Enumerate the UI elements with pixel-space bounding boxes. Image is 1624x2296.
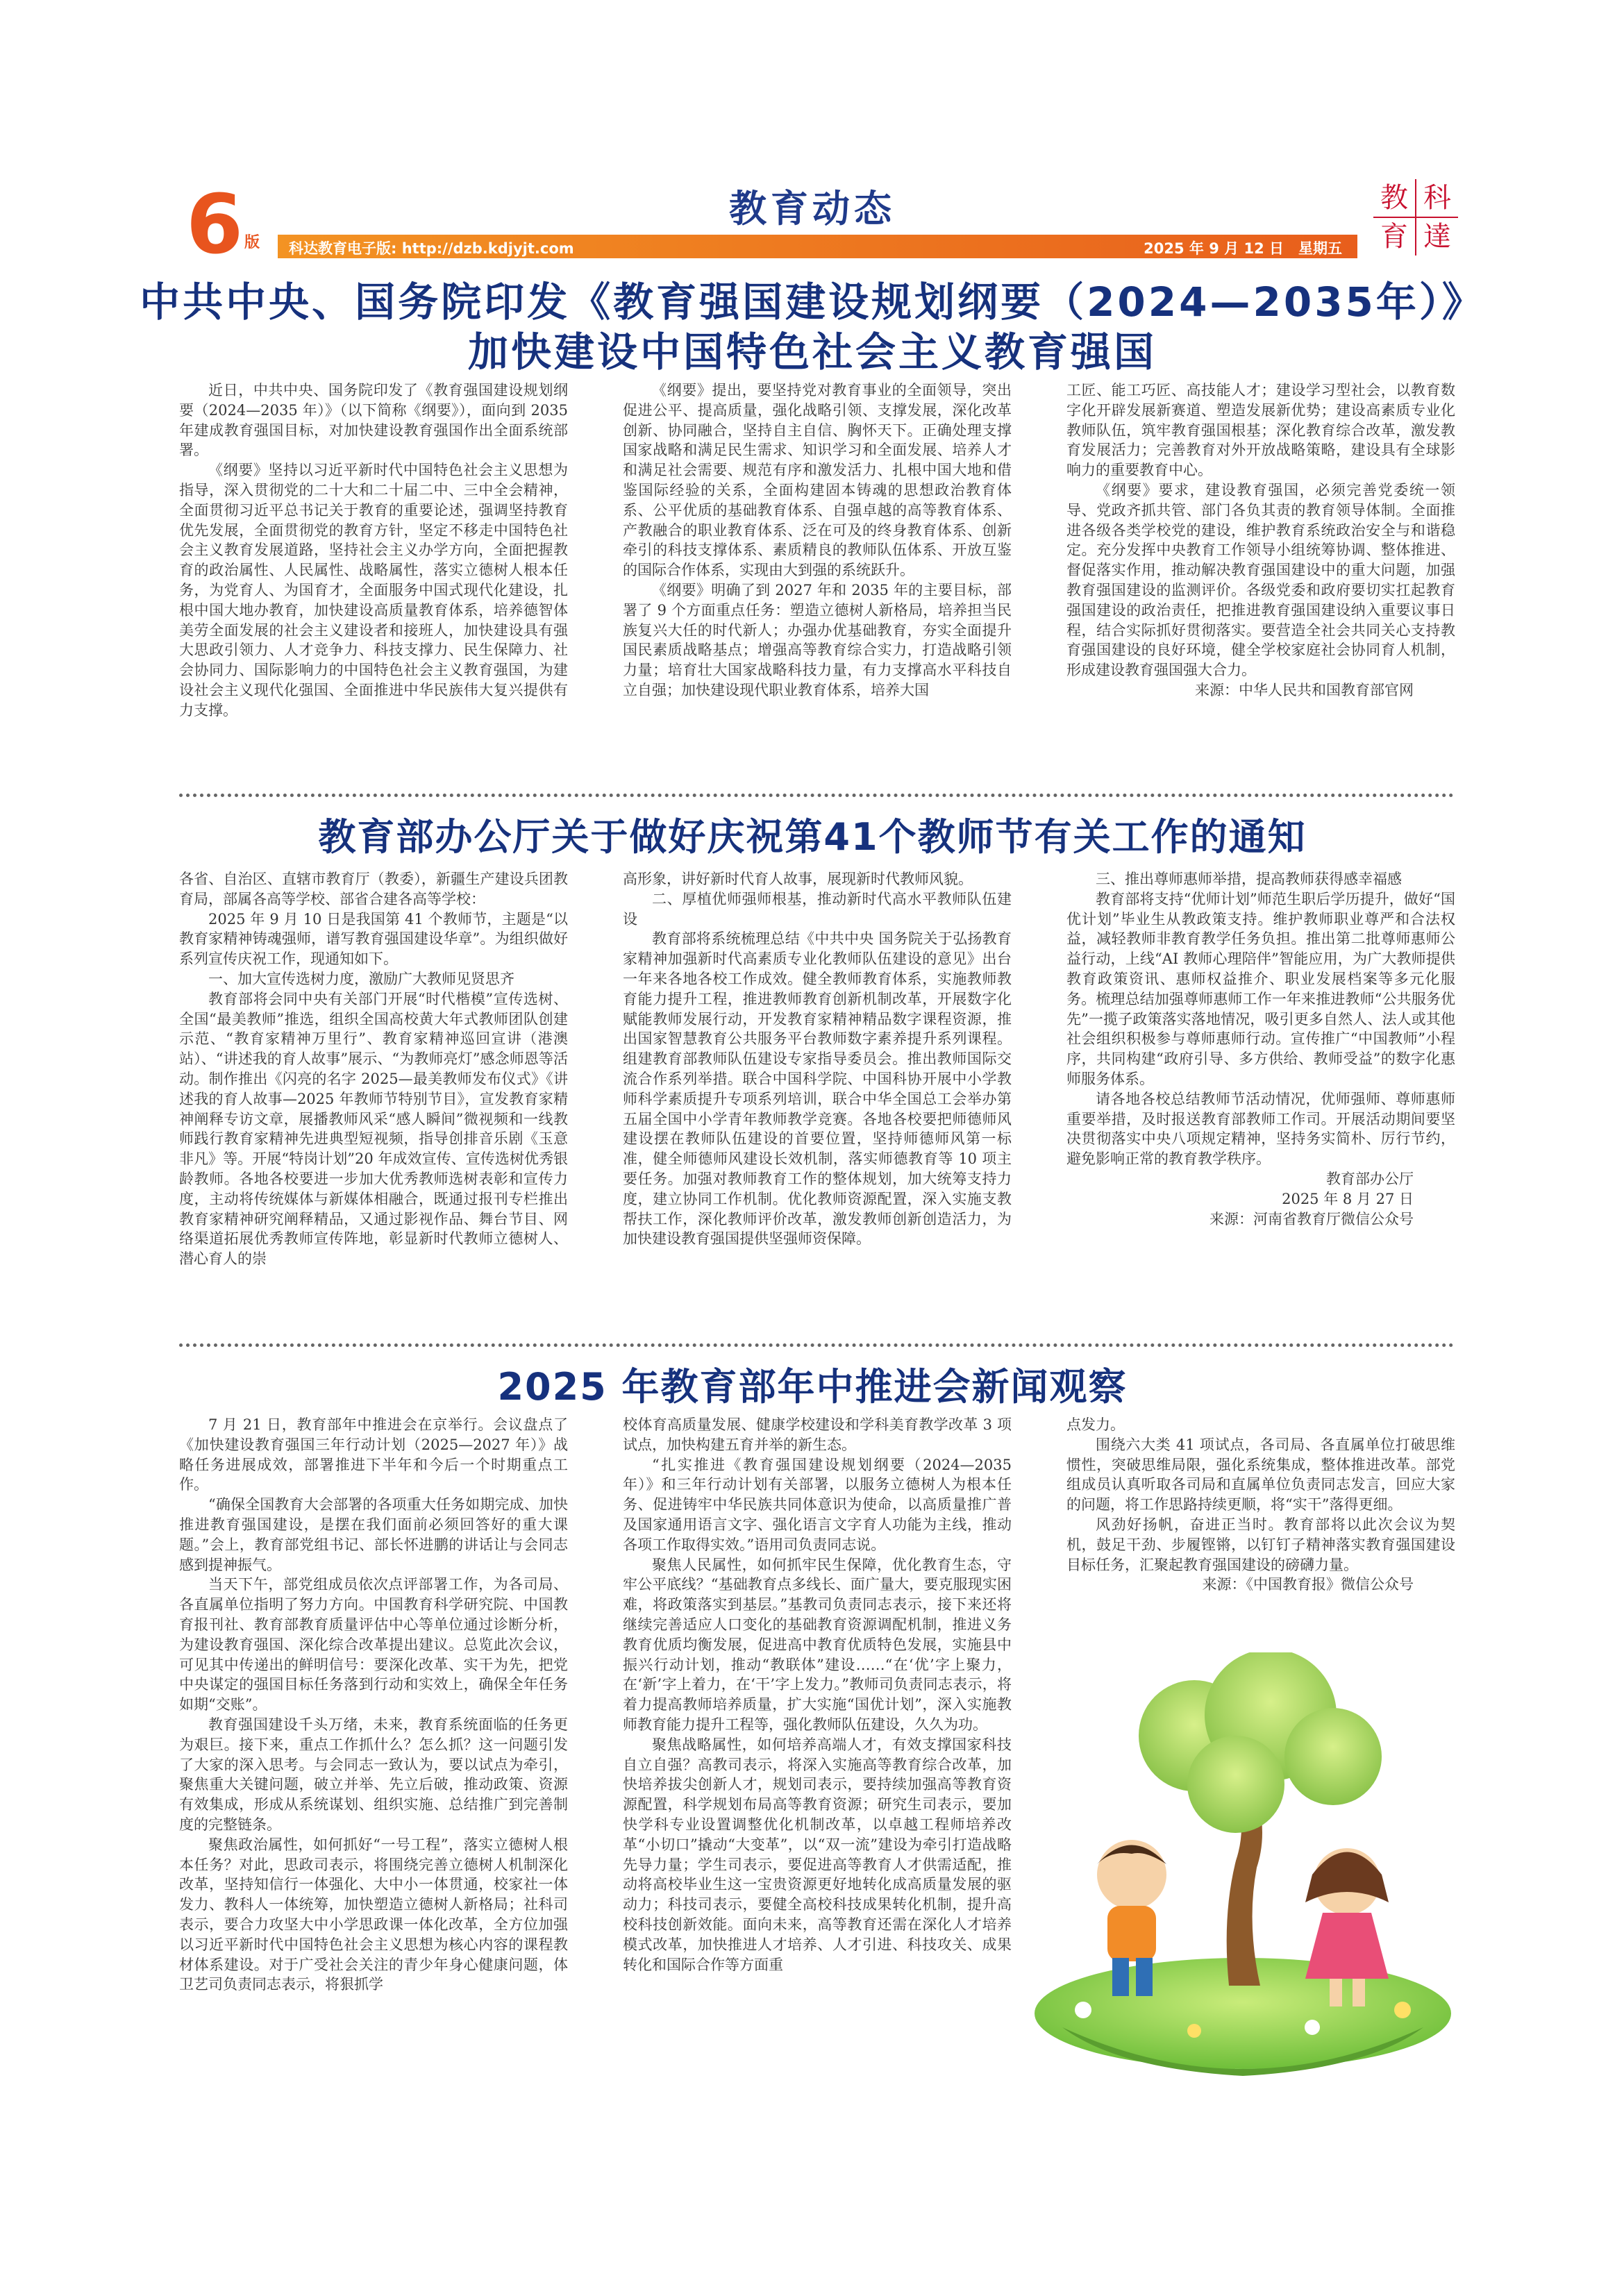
logo-char: 科 xyxy=(1416,179,1458,218)
flower xyxy=(1305,2020,1320,2035)
article1-column-1 xyxy=(179,380,568,787)
paragraph: 教育部将支持“优师计划”师范生职后学历提升，做好“国优计划”毕业生从教政策支持。维护教师职业尊严和合法权益，减轻教师非教育教学任务负担。推出第二批尊师惠师公益行动，上线“AI 教师心理陪伴”智能应用，为广大教师提供教育政策资讯、惠师权益推介、职业发展档案等多元化服务。梳理总结加强尊师惠师工作一年来推进教师“公共服务优先”一揽子政策落实落地情况，吸引更多自然人、法人或其他社会组织积极参与尊师惠师行动。宣传推广“中国教师”小程序，共同构建“政府引导、多方供给、教师受益”的数字化惠师服务体系。 xyxy=(1066,890,1455,1087)
article1-column-3 xyxy=(1066,380,1455,787)
paragraph: 聚焦政治属性，如何抓好“一号工程”，落实立德树人根本任务？对此，思政司表示，将围绕完善立德树人机制深化改革，坚持知信行一体强化、大中小一体贯通，校家社一体发力、教科人一体统筹，加快塑造立德树人新格局；社科司表示，要合力攻坚大中小学思政课一体化改革，全方位加强以习近平新时代中国特色社会主义思想为核心内容的课程教材体系建设。对于广受社会关注的青少年身心健康问题，体卫艺司负责同志表示，将狠抓学 xyxy=(179,1836,568,1993)
paragraph: “确保全国教育大会部署的各项重大任务如期完成、加快推进教育强国建设，是摆在我们面前必须回答好的重大课题。”会上，教育部党组书记、部长怀进鹏的讲话让与会同志感到提神振气。 xyxy=(179,1496,568,1573)
paragraph: 近日，中共中央、国务院印发了《教育强国建设规划纲要（2024—2035 年）》（以下简称《纲要》），面向到 2035 年建成教育强国目标，对加快建设教育强国作出全面系统部署。 xyxy=(179,382,568,459)
article2-date: 2025 年 8 月 27 日 xyxy=(1282,1190,1414,1207)
paragraph: 《纲要》要求，建设教育强国，必须完善党委统一领导、党政齐抓共管、部门各负其责的教育领导体制。全面推进各级各类学校党的建设，维护教育系统政治安全与和谐稳定。充分发挥中央教育工作领导小组统筹协调、整体推进、督促落实作用，推动解决教育强国建设中的重大问题，加强教育强国建设的监测评价。各级党委和政府要切实扛起教育强国建设的政治责任，把推进教育强国建设纳入重要议事日程，结合实际抓好贯彻落实。要营造全社会共同关心支持教育强国建设的良好环境，健全学校家庭社会协同育人机制，形成建设教育强国强大合力。 xyxy=(1066,481,1455,679)
girl-leg xyxy=(1353,1979,1365,2006)
issue-date: 2025 年 9 月 12 日 星期五 xyxy=(1144,240,1342,257)
flower xyxy=(1187,2024,1201,2038)
paragraph: 聚焦人民属性，如何抓牢民生保障，优化教育生态，守牢公平底线？“基础教育点多线长、面广量大，要克服现实困难，将政策落实到基层。”基教司负责同志表示，接下来还将继续完善适应人口变化的基础教育资源调配机制，推进义务教育优质均衡发展，促进高中教育优质特色发展，实施县中振兴行动计划，推动“教联体”建设……“在‘优’字上聚力，在‘新’字上着力，在‘干’字上发力。”教师司负责同志表示，将着力提高教师培养质量，扩大实施“国优计划”，深入实施教师教育能力提升工程等，强化教师队伍建设，久久为功。 xyxy=(623,1556,1012,1733)
tree-foliage xyxy=(1284,1708,1382,1805)
article1-column-2 xyxy=(623,380,1012,787)
paragraph: 工匠、能工巧匠、高技能人才；建设学习型社会，以教育数字化开辟发展新赛道、塑造发展新优势；建设高素质专业化教师队伍，筑牢教育强国根基；深化教育综合改革，激发教育发展活力；完善教育对外开放战略策略，建设具有全球影响力的重要教育中心。 xyxy=(1066,382,1455,479)
paragraph: “扎实推进《教育强国建设规划纲要（2024—2035 年）》和三年行动计划有关部署，以服务立德树人为根本任务、促进铸牢中华民族共同体意识为使命，以高质量推广普及国家通用语言文字、强化语言文字育人功能为主线，推动各项工作取得实效。”语用司负责同志说。 xyxy=(623,1456,1012,1553)
paragraph: 教育强国建设千头万绪，未来，教育系统面临的任务更为艰巨。接下来，重点工作抓什么？怎么抓？这一问题引发了大家的深入思考。与会同志一致认为，要以试点为牵引，聚焦重大关键问题，破立并举、先立后破，推动政策、资源有效集成，形成从系统谋划、组织实施、总结推广到完善制度的完整链条。 xyxy=(179,1716,568,1833)
article2-column-3 xyxy=(1066,869,1455,1338)
paragraph: 7 月 21 日，教育部年中推进会在京举行。会议盘点了《加快建设教育强国三年行动计划（2025—2027 年）》战略任务进展成效，部署推进下半年和今后一个时期重点工作。 xyxy=(179,1416,568,1493)
boy-leg xyxy=(1112,1958,1129,1996)
article2-signature: 教育部办公厅 xyxy=(1326,1170,1414,1187)
article3-column-3 xyxy=(1066,1415,1455,1693)
paragraph: 《纲要》坚持以习近平新时代中国特色社会主义思想为指导，深入贯彻党的二十大和二十届二中、三中全会精神，全面贯彻习近平总书记关于教育的重要论述，强调坚持教育优先发展，全面贯彻党的教育方针，坚定不移走中国特色社会主义教育发展道路，坚持社会主义办学方向，全面把握教育的政治属性、人民属性、战略属性，落实立德树人根本任务，为党育人、为国育才，全面服务中国式现代化建设，扎根中国大地办教育，加快建设高质量教育体系，培养德智体美劳全面发展的社会主义建设者和接班人，加快建设具有强大思政引领力、人才竞争力、科技支撑力、民生保障力、社会协同力、国际影响力的中国特色社会主义教育强国，为建设社会主义现代化强国、全面推进中华民族伟大复兴提供有力支撑。 xyxy=(179,462,568,719)
article3-column-2 xyxy=(623,1415,1012,2206)
paragraph: 高形象，讲好新时代育人故事，展现新时代教师风貌。 xyxy=(623,871,973,887)
girl-leg xyxy=(1330,1979,1342,2006)
paragraph: 请各地各校总结教师节活动情况，优师强师、尊师惠师重要举措，及时报送教育部教师工作司。开展活动期间要坚决贯彻落实中央八项规定精神，坚持务实简朴、厉行节约，避免影响正常的教育教学秩序。 xyxy=(1066,1090,1455,1168)
boy-shirt xyxy=(1107,1906,1156,1961)
logo-char: 達 xyxy=(1423,221,1451,253)
paragraph: 围绕六大类 41 项试点，各司局、各直属单位打破思维惯性，突破思维局限，强化系统集成，整体推进改革。部党组成员认真听取各司局和直属单位负责同志发言，回应大家的问题，将工作思路持续更顺，将“实干”落得更细。 xyxy=(1066,1436,1455,1514)
article2-column-2 xyxy=(623,869,1012,1338)
article3-source: 来源：《中国教育报》微信公众号 xyxy=(1202,1576,1414,1593)
logo-char: 教 xyxy=(1373,179,1416,218)
flower xyxy=(1394,2002,1411,2018)
article1-title-line2: 加快建设中国特色社会主义教育强国 xyxy=(467,328,1157,376)
paragraph: 教育部将会同中央有关部门开展“时代楷模”宣传选树、全国“最美教师”推选，组织全国高校黄大年式教师团队创建示范、“教育家精神万里行”、教育家精神巡回宣讲（港澳站）、“讲述我的育人故事”展示、“为教师亮灯”感念师恩等活动。制作推出《闪亮的名字 2025—最美教师发布仪式》《讲述我的育人故事—2025 年教师节特别节目》，宣发教育家精神阐释专访文章，展播教师风采“感人瞬间”微视频和一线教师践行教育家精神先进典型短视频，指导创排音乐剧《玉意非凡》等。开展“特岗计划”20 年成效宣传、宣传选树优秀银龄教师。各地各校要进一步加大优秀教师选树表彰和宣传力度，主动将传统媒体与新媒体相融合，既通过报刊专栏推出教育家精神研究阐释精品，又通过影视作品、舞台节目、网络渠道拓展优秀教师宣传阵地，彰显新时代教师立德树人、潜心育人的崇 xyxy=(179,990,568,1268)
edition-url[interactable]: 科达教育电子版: http://dzb.kdjyjt.com xyxy=(289,240,574,257)
article1-source: 来源：中华人民共和国教育部官网 xyxy=(1195,681,1414,698)
page-number: 6 xyxy=(186,176,244,272)
paragraph: 校体育高质量发展、健康学校建设和学科美育教学改革 3 项试点，加快构建五育并举的新生态。 xyxy=(623,1416,1012,1453)
paragraph: 点发力。 xyxy=(1066,1416,1125,1433)
paragraph: 教育部将系统梳理总结《中共中央 国务院关于弘扬教育家精神加强新时代高素质专业化教师队伍建设的意见》出台一年来各地各校工作成效。健全教师教育体系，实施教师教育能力提升工程，推进教师教育创新机制改革，开展数字化赋能教师发展行动，开发教育家精神精品数字课程资源，推出国家智慧教育公共服务平台教师数字素养提升系列课程。组建教育部教师队伍建设专家指导委员会。推出教师国际交流合作系列举措。联合中国科学院、中国科协开展中小学教师科学素质提升专项系列培训，联合中华全国总工会举办第五届全国中小学青年教师教学竞赛。各地各校要把师德师风建设摆在教师队伍建设的首要位置，坚持师德师风第一标准，健全师德师风建设长效机制，落实师德教育等 10 项主要任务。加强对教师教育工作的整体规划，加大统筹支持力度，建立协同工作机制。优化教师资源配置，深入实施支教帮扶工作，深化教师评价改革，激发教师创新创造活力，为加快建设教育强国提供坚强师资保障。 xyxy=(623,930,1012,1248)
article2-column-1 xyxy=(179,869,568,1338)
children-tree-illustration xyxy=(1021,1652,1465,2083)
paragraph: 2025 年 9 月 10 日是我国第 41 个教师节，主题是“以教育家精神铸魂强师，谱写教育强国建设华章”。为组织做好系列宣传庆祝工作，现通知如下。 xyxy=(179,910,568,968)
section-heading: 一、加大宣传选树力度，激励广大教师见贤思齐 xyxy=(208,970,514,987)
boy-leg xyxy=(1136,1958,1153,1996)
girl-dress xyxy=(1305,1913,1389,1979)
paragraph: 《纲要》提出，要坚持党对教育事业的全面领导，突出促进公平、提高质量，强化战略引领、支撑发展，深化改革创新、协同融合，坚持自主自信、胸怀天下。正确处理支撑国家战略和满足民生需求、知识学习和全面发展、培养人才和满足社会需要、规范有序和激发活力、扎根中国大地和借鉴国际经验的关系，全面构建固本铸魂的思想政治教育体系、公平优质的基础教育体系、自强卓越的高等教育体系、产教融合的职业教育体系、泛在可及的终身教育体系、创新牵引的科技支撑体系、素质精良的教师队伍体系、开放互鉴的国际合作体系，实现由大到强的系统跃升。 xyxy=(623,382,1012,579)
section-heading: 三、推出尊师惠师举措，提高教师获得感幸福感 xyxy=(1096,871,1402,887)
paragraph: 风劲好扬帆，奋进正当时。教育部将以此次会议为契机，鼓足干劲、步履铿锵，以钉钉子精神落实教育强国建设目标任务，汇聚起教育强国建设的磅礴力量。 xyxy=(1066,1516,1455,1573)
page-number-suffix: 版 xyxy=(244,234,260,251)
article3-title: 2025 年教育部年中推进会新闻观察 xyxy=(497,1365,1128,1409)
article3-column-1 xyxy=(179,1415,568,2206)
newspaper-logo xyxy=(1373,179,1459,255)
paragraph: 聚焦战略属性，如何培养高端人才，有效支撑国家科技自立自强？高教司表示，将深入实施高等教育综合改革，加快培养拔尖创新人才，规划司表示，要持续加强高等教育资源配置，科学规划布局高等教育资源；研究生司表示，要加快学科专业设置调整优化机制改革，以卓越工程师培养改革“小切口”撬动“大变革”，以“双一流”建设为牵引打造战略先导力量；学生司表示，要促进高等教育人才供需适配，推动将高校毕业生这一宝贵资源更好地转化成高质量发展的驱动力；科技司表示，要健全高校科技成果转化机制，提升高校科技创新效能。面向未来，高等教育还需在深化人才培养模式改革，加快推进人才培养、人才引进、科技攻关、成果转化和国际合作等方面重 xyxy=(623,1736,1012,1973)
paragraph: 各省、自治区、直辖市教育厅（教委），新疆生产建设兵团教育局，部属各高等学校、部省合建各高等学校： xyxy=(179,871,568,907)
tree-foliage xyxy=(1187,1736,1284,1833)
article2-source: 来源：河南省教育厅微信公众号 xyxy=(1209,1210,1414,1227)
masthead-bar xyxy=(278,235,1357,258)
logo-char: 育 xyxy=(1373,218,1416,255)
paragraph: 《纲要》明确了到 2027 年和 2035 年的主要目标，部署了 9 个方面重点任务：塑造立德树人新格局，培养担当民族复兴大任的时代新人；办强办优基础教育，夯实全面提升国民素质战略基点；增强高等教育综合实力，打造战略引领力量；培育壮大国家战略科技力量，有力支撑高水平科技自立自强；加快建设现代职业教育体系，培养大国 xyxy=(623,581,1012,698)
dotted-divider xyxy=(179,1343,1454,1347)
dotted-divider xyxy=(179,794,1454,797)
section-title: 教育动态 xyxy=(729,186,896,231)
section-heading: 二、厚植优师强师根基，推动新时代高水平教师队伍建设 xyxy=(623,890,1012,928)
flower xyxy=(1075,2002,1091,2018)
article2-title: 教育部办公厅关于做好庆祝第41个教师节有关工作的通知 xyxy=(318,815,1307,859)
paragraph: 当天下午，部党组成员依次点评部署工作，为各司局、各直属单位指明了努力方向。中国教育科学研究院、中国教育报刊社、教育部教育质量评估中心等单位通过诊断分析，为建设教育强国、深化综合改革提出建议。总览此次会议，可见其中传递出的鲜明信号：要深化改革、实干为先，把党中央谋定的强国目标任务落到行动和实效上，确保全年任务如期“交账”。 xyxy=(179,1576,568,1713)
article1-title-line1: 中共中央、国务院印发《教育强国建设规划纲要（2024—2035年）》 xyxy=(140,278,1485,326)
